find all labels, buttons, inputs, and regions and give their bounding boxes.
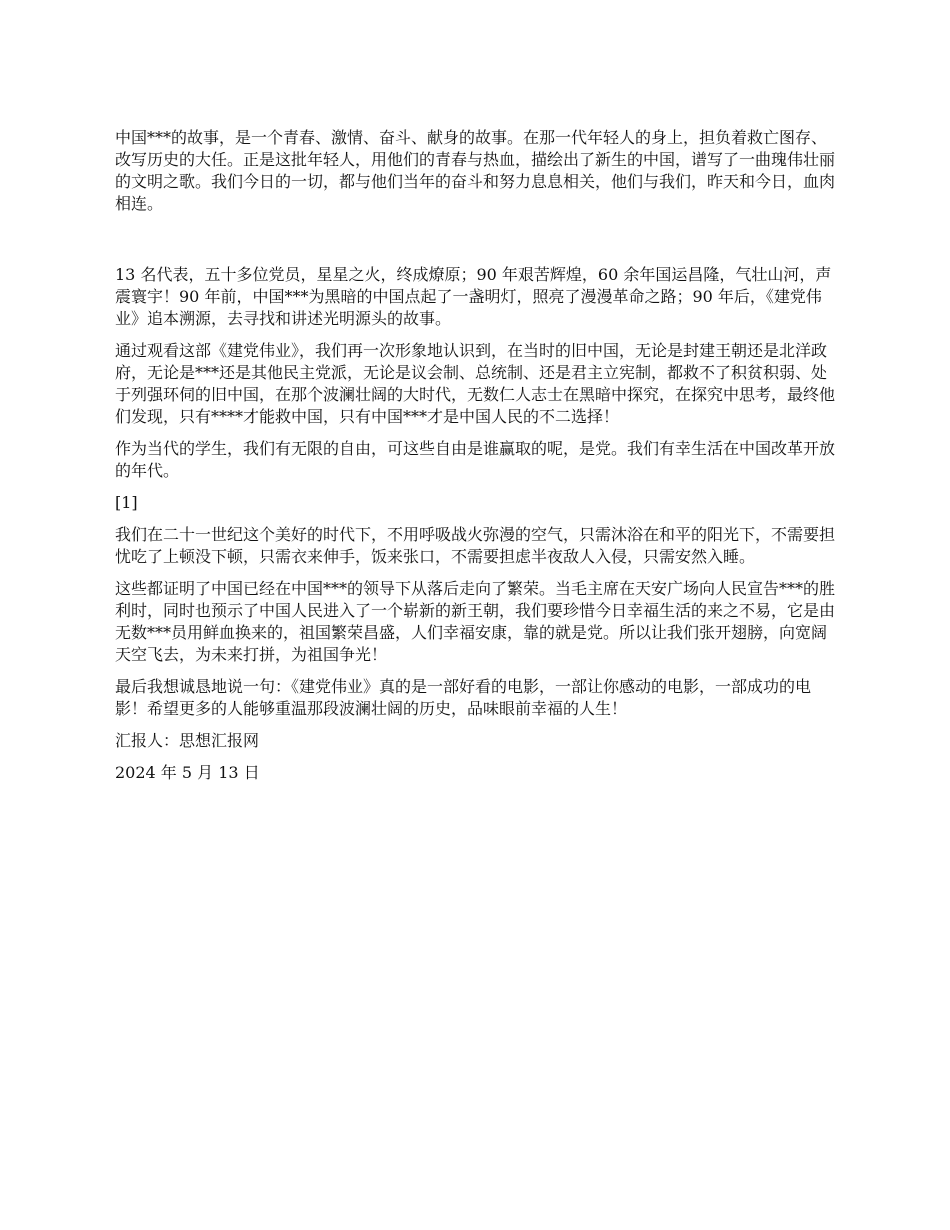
paragraph-conclusion: 最后我想诚恳地说一句：《建党伟业》真的是一部好看的电影，一部让你感动的电影，一部成功的电影！希望更多的人能够重温那段波澜壮阔的历史，品味眼前幸福的人生！ (115, 677, 812, 718)
paragraph-gap (115, 225, 840, 264)
paragraph-peace: 我们在二十一世纪这个美好的时代下，不用呼吸战火弥漫的空气，只需沐浴在和平的阳光下，不需要担忧吃了上顿没下顿，只需衣来伸手，饭来张口，不需要担虑半夜敌人入侵，只需安然入睡。 (115, 525, 836, 566)
document-body (115, 127, 840, 794)
report-date: 2024 年 5 月 13 日 (115, 763, 260, 782)
footnote-marker: [1] (115, 493, 138, 512)
paragraph-prosperity: 这些都证明了中国已经在中国***的领导下从落后走向了繁荣。当毛主席在天安广场向人民宣告***的胜利时，同时也预示了中国人民进入了一个崭新的新王朝，我们要珍惜今日幸福生活的来之不易，它是由无数***员用鲜血换来的，祖国繁荣昌盛，人们幸福安康，靠的就是党。所以让我们张开翅膀，向宽阔天空飞去，为未来打拼，为祖国争光！ (115, 579, 836, 664)
reporter-signature: 汇报人：思想汇报网 (115, 731, 260, 750)
paragraph-student: 作为当代的学生，我们有无限的自由，可这些自由是谁赢取的呢，是党。我们有幸生活在中国改革开放的年代。 (115, 439, 836, 480)
paragraph-film-reflection: 通过观看这部《建党伟业》，我们再一次形象地认识到，在当时的旧中国，无论是封建王朝还是北洋政府，无论是***还是其他民主党派，无论是议会制、总统制、还是君主立宪制，都救不了积贫积弱、处于列强环伺的旧中国，在那个波澜壮阔的大时代，无数仁人志士在黑暗中探究，在探究中思考，最终他们发现，只有****才能救中国，只有中国***才是中国人民的不二选择！ (115, 341, 836, 426)
paragraph-intro: 中国***的故事，是一个青春、激情、奋斗、献身的故事。在那一代年轻人的身上，担负着救亡图存、改写历史的大任。正是这批年轻人，用他们的青春与热血，描绘出了新生的中国，谱写了一曲瑰伟壮丽的文明之歌。我们今日的一切，都与他们当年的奋斗和努力息息相关，他们与我们，昨天和今日，血肉相连。 (115, 128, 836, 213)
paragraph-founding: 13 名代表，五十多位党员，星星之火，终成燎原；90 年艰苦辉煌，60 余年国运昌隆，气壮山河，声震寰宇！90 年前，中国***为黑暗的中国点起了一盏明灯，照亮了漫漫革命之路；90 年后，《建党伟业》追本溯源，去寻找和讲述光明源头的故事。 (115, 265, 832, 328)
